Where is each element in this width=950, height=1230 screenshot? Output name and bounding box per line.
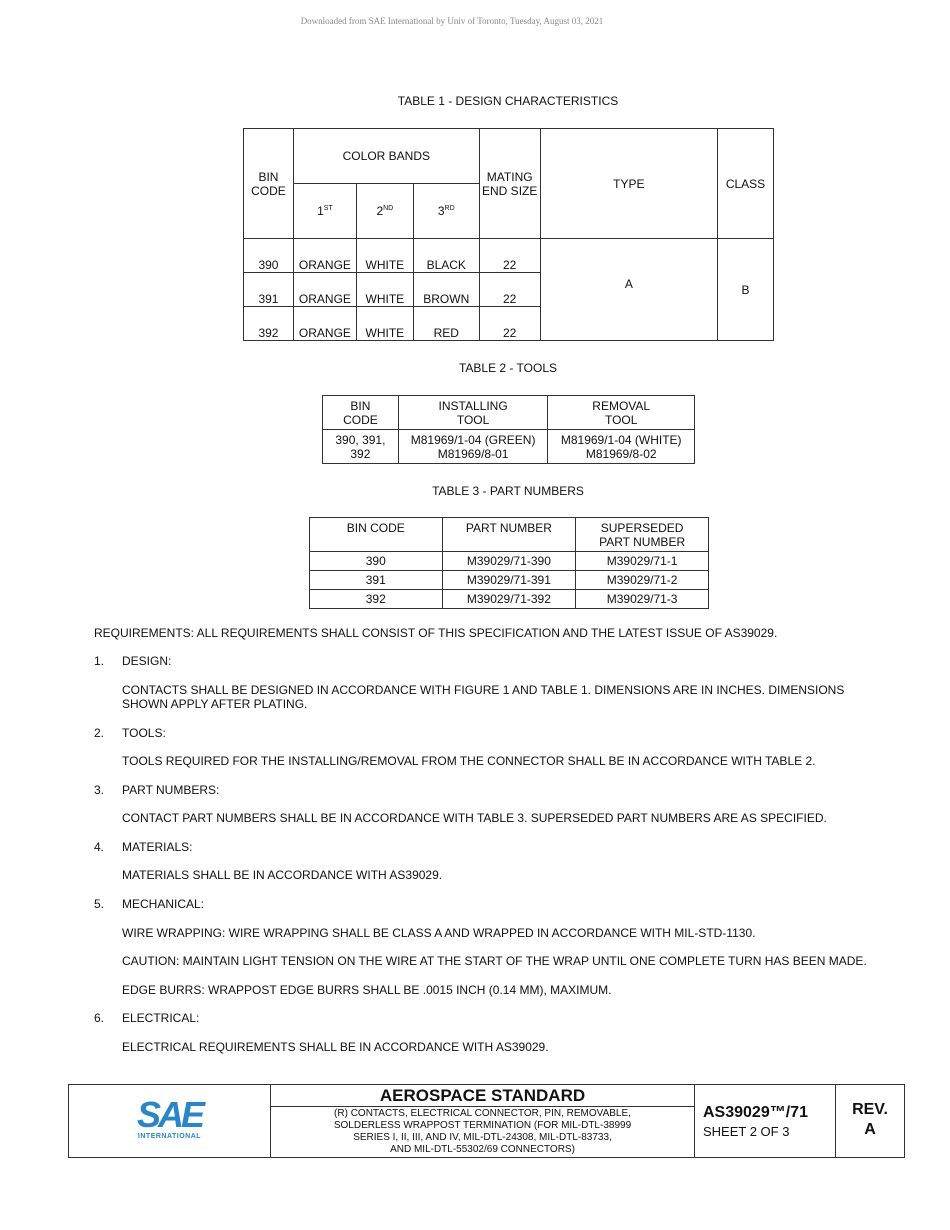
t1-cell-band3: RED [413,307,479,341]
section-5-heading: MECHANICAL: [122,897,205,911]
t1-header-bin-code [244,129,294,239]
t1-end-size-label: END SIZE [482,183,538,198]
t2-inst-line1: M81969/1-04 (GREEN) [410,432,536,447]
t1-band2-num: 2 [376,204,384,218]
revision-label: REV. [852,1101,888,1118]
t1-band3-num: 3 [437,204,445,218]
t2-removal-tool-label: TOOL [604,412,638,427]
section-1-heading: DESIGN: [122,654,172,668]
t1-mating-label: MATING [486,169,533,184]
t1-header-color-bands: COLOR BANDS [293,129,479,184]
section-2-body: TOOLS REQUIRED FOR THE INSTALLING/REMOVAL FROM THE CONNECTOR SHALL BE IN ACCORDANCE WITH TABLE 2. [122,754,816,768]
t3-superseded-label: SUPERSEDED [600,520,684,535]
t3-cell-superseded: M39029/71-2 [576,571,709,590]
t1-header-mating-end-size [479,129,540,239]
t1-header-band-1 [293,184,356,239]
t2-cell-removal-tool [548,430,695,464]
t3-header-part-number: PART NUMBER [442,518,576,552]
t1-cell-band3: BLACK [413,239,479,273]
t3-cell-code: 392 [310,590,443,609]
section-3-body: CONTACT PART NUMBERS SHALL BE IN ACCORDANCE WITH TABLE 3. SUPERSEDED PART NUMBERS ARE AS SPECIFIED. [122,811,827,825]
t3-cell-part: M39029/71-391 [442,571,576,590]
table3-title: TABLE 3 - PART NUMBERS [432,484,584,498]
t3-cell-part: M39029/71-392 [442,590,576,609]
t3-cell-part: M39029/71-390 [442,552,576,571]
description-line3: SERIES I, II, III, AND IV, MIL-DTL-24308, MIL-DTL-83733, [353,1132,612,1143]
t2-row [323,430,695,464]
t3-cell-code: 390 [310,552,443,571]
t1-cell-band2: WHITE [356,239,413,273]
t1-cell-code: 390 [244,239,294,273]
t2-bin-line2: 392 [350,446,371,461]
t1-cell-band2: WHITE [356,273,413,307]
section-5-edge-burrs: EDGE BURRS: WRAPPOST EDGE BURRS SHALL BE .0015 INCH (0.14 MM), MAXIMUM. [122,983,612,997]
description-line2: SOLDERLESS WRAPPOST TERMINATION (FOR MIL-DTL-38999 [333,1120,632,1131]
t2-rem-line1: M81969/1-04 (WHITE) [560,432,682,447]
table1-title: TABLE 1 - DESIGN CHARACTERISTICS [397,94,619,108]
section-2-heading: TOOLS: [122,726,166,740]
t1-cell-band1: ORANGE [293,307,356,341]
t2-rem-line2: M81969/8-02 [585,446,657,461]
t2-code-label: CODE [343,412,378,427]
t2-header-bin-code [323,396,399,430]
t3-cell-superseded: M39029/71-1 [576,552,709,571]
section-6-heading: ELECTRICAL: [122,1011,200,1025]
t1-header-type: TYPE [540,129,717,239]
table1-design-characteristics [243,128,774,341]
sae-logo-icon: SAE [136,1094,203,1135]
sae-logo-cell [69,1085,271,1157]
sheet-number: SHEET 2 OF 3 [703,1124,790,1139]
revision-value: A [864,1121,876,1138]
t2-cell-bin-codes [323,430,399,464]
section-4-body: MATERIALS SHALL BE IN ACCORDANCE WITH AS39029. [122,868,443,882]
t1-header-class: CLASS [718,129,774,239]
table3-part-numbers [309,517,709,609]
t1-cell-type: A [540,239,717,341]
section-3-heading: PART NUMBERS: [122,783,220,797]
t1-band1-num: 1 [317,204,324,218]
t1-row-390 [244,239,774,273]
table2-title: TABLE 2 - TOOLS [458,361,558,375]
section-4-heading: MATERIALS: [122,840,193,854]
table2-tools [322,395,695,464]
t2-header-installing-tool [398,396,548,430]
t3-header-bin-code: BIN CODE [310,518,443,552]
t2-inst-line2: M81969/8-01 [437,446,509,461]
aerospace-standard-heading: AEROSPACE STANDARD [271,1085,694,1107]
t3-cell-superseded: M39029/71-3 [576,590,709,609]
t1-cell-code: 392 [244,307,294,341]
section-6-body: ELECTRICAL REQUIREMENTS SHALL BE IN ACCORDANCE WITH AS39029. [122,1040,549,1054]
t1-cell-code: 391 [244,273,294,307]
requirements-statement: REQUIREMENTS: ALL REQUIREMENTS SHALL CONSIST OF THIS SPECIFICATION AND THE LATEST ISSUE OF AS39029. [94,626,778,640]
t1-cell-size: 22 [479,273,540,307]
standard-description [271,1107,694,1156]
section-5-number: 5. [94,897,105,911]
t2-bin-line1: 390, 391, [335,432,386,447]
t3-cell-code: 391 [310,571,443,590]
t1-cell-band1: ORANGE [293,239,356,273]
t3-header-superseded [576,518,709,552]
section-3-number: 3. [94,783,105,797]
download-watermark: Downloaded from SAE International by Univ of Toronto, Tuesday, August 03, 2021 [300,16,604,26]
t1-bin-label: BIN [258,169,279,184]
t3-superseded-part-label: PART NUMBER [599,534,686,549]
description-line4: AND MIL-DTL-55302/69 CONNECTORS) [390,1144,575,1155]
t1-header-band-2 [356,184,413,239]
section-4-number: 4. [94,840,105,854]
revision-cell [836,1085,904,1157]
section-1-body-line1: CONTACTS SHALL BE DESIGNED IN ACCORDANCE WITH FIGURE 1 AND TABLE 1. DIMENSIONS ARE IN INCHES. DIMENSIONS [122,683,845,697]
document-number-cell [695,1085,836,1157]
t2-installing-tool-label: TOOL [456,412,490,427]
t1-header-band-3 [413,184,479,239]
t1-cell-band3: BROWN [413,273,479,307]
section-1-body-line2: SHOWN APPLY AFTER PLATING. [122,697,308,711]
description-line1: (R) CONTACTS, ELECTRICAL CONNECTOR, PIN, REMOVABLE, [334,1108,631,1119]
t3-row-392 [310,590,709,609]
section-6-number: 6. [94,1011,105,1025]
t2-installing-label: INSTALLING [438,398,508,413]
document-number: AS39029™/71 [703,1104,808,1121]
t1-cell-size: 22 [479,307,540,341]
t1-band1-sup: ST [323,205,333,212]
t1-cell-class: B [718,239,774,341]
t2-bin-label: BIN [350,398,371,413]
t3-row-390 [310,552,709,571]
t1-cell-band2: WHITE [356,307,413,341]
sae-logo-subtext: INTERNATIONAL [137,1133,202,1140]
t3-row-391 [310,571,709,590]
section-1-number: 1. [94,654,105,668]
standard-description-cell [271,1085,695,1157]
section-2-number: 2. [94,726,105,740]
t2-removal-label: REMOVAL [592,398,651,413]
t2-cell-installing-tool [398,430,548,464]
t1-cell-band1: ORANGE [293,273,356,307]
t1-cell-size: 22 [479,239,540,273]
section-5-caution: CAUTION: MAINTAIN LIGHT TENSION ON THE WIRE AT THE START OF THE WRAP UNTIL ONE COMPLETE TURN HAS BEEN MADE. [122,954,867,968]
t1-band3-sup: RD [444,205,455,212]
t2-header-removal-tool [548,396,695,430]
t1-band2-sup: ND [383,205,394,212]
section-5-wire-wrapping: WIRE WRAPPING: WIRE WRAPPING SHALL BE CLASS A AND WRAPPED IN ACCORDANCE WITH MIL-STD-1130. [122,926,756,940]
title-block [68,1084,905,1158]
t1-code-label: CODE [251,183,286,198]
